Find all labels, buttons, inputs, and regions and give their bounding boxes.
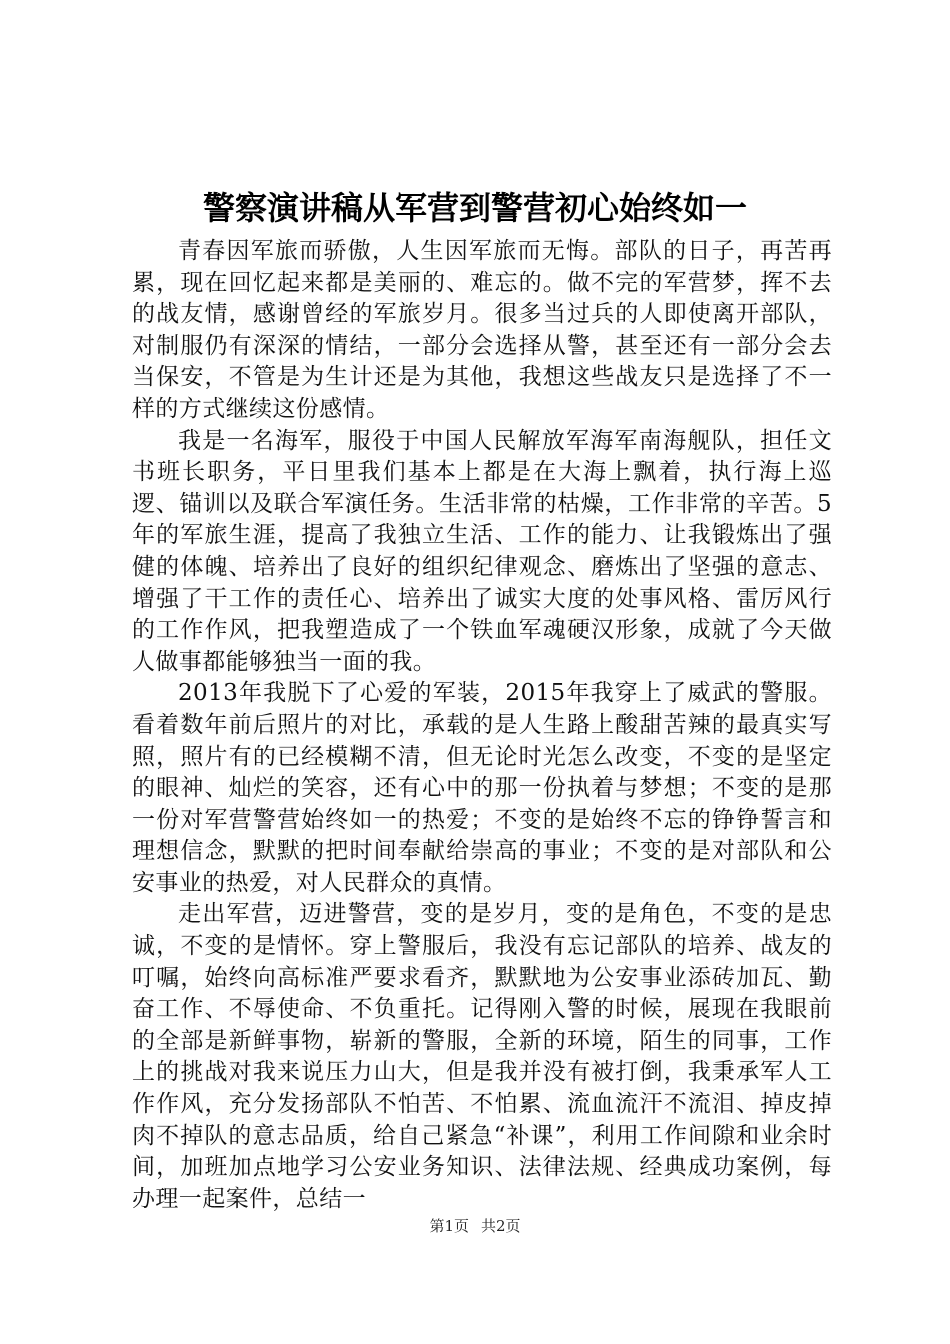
paragraph-4: 走出军营，迈进警营，变的是岁月，变的是角色，不变的是忠诚，不变的是情怀。穿上警服后，我没有忘记部队的培养、战友的叮嘱，始终向高标准严要求看齐，默默地为公安事业添砖加瓦、勤奋工作、不辱使命、不负重托。记得刚入警的时候，展现在我眼前的全部是新鲜事物，崭新的警服，全新的环境，陌生的同事，工作上的挑战对我来说压力山大，但是我并没有被打倒，我秉承军人工作作风，充分发扬部队不怕苦、不怕累、流血流汗不流泪、掉皮掉肉不掉队的意志品质，给自己紧急“补课”，利用工作间隙和业余时间，加班加点地学习公安业务知识、法律法规、经典成功案例，每办理一起案件，总结一 (132, 901, 832, 1212)
paragraph-1: 青春因军旅而骄傲，人生因军旅而无悔。部队的日子，再苦再累，现在回忆起来都是美丽的、难忘的。做不完的军营梦，挥不去的战友情，感谢曾经的军旅岁月。很多当过兵的人即使离开部队，对制服仍有深深的情结，一部分会选择从警，甚至还有一部分会去当保安，不管是为生计还是为其他，我想这些战友只是选择了不一样的方式继续这份感情。 (132, 238, 832, 422)
document-title: 警察演讲稿从军营到警营初心始终如一 (202, 189, 747, 227)
document-body (132, 236, 832, 1215)
page-number-current: 第1页 (429, 1217, 469, 1235)
paragraph-2: 我是一名海军，服役于中国人民解放军海军南海舰队，担任文书班长职务，平日里我们基本上都是在大海上飘着，执行海上巡逻、锚训以及联合军演任务。生活非常的枯燥，工作非常的辛苦。5年的军旅生涯，提高了我独立生活、工作的能力、让我锻炼出了强健的体魄、培养出了良好的组织纪律观念、磨炼出了坚强的意志、增强了干工作的责任心、培养出了诚实大度的处事风格、雷厉风行的工作作风，把我塑造成了一个铁血军魂硬汉形象，成就了今天做人做事都能够独当一面的我。 (132, 427, 832, 675)
paragraph-3: 2013年我脱下了心爱的军装，2015年我穿上了威武的警服。看着数年前后照片的对比，承载的是人生路上酸甜苦辣的最真实写照，照片有的已经模糊不清，但无论时光怎么改变，不变的是坚定的眼神、灿烂的笑容，还有心中的那一份执着与梦想；不变的是那一份对军营警营始终如一的热爱；不变的是始终不忘的铮铮誓言和理想信念，默默的把时间奉献给崇高的事业；不变的是对部队和公安事业的热爱，对人民群众的真情。 (132, 680, 832, 896)
page-number-total: 共2页 (481, 1217, 521, 1235)
page-footer (0, 1216, 950, 1236)
